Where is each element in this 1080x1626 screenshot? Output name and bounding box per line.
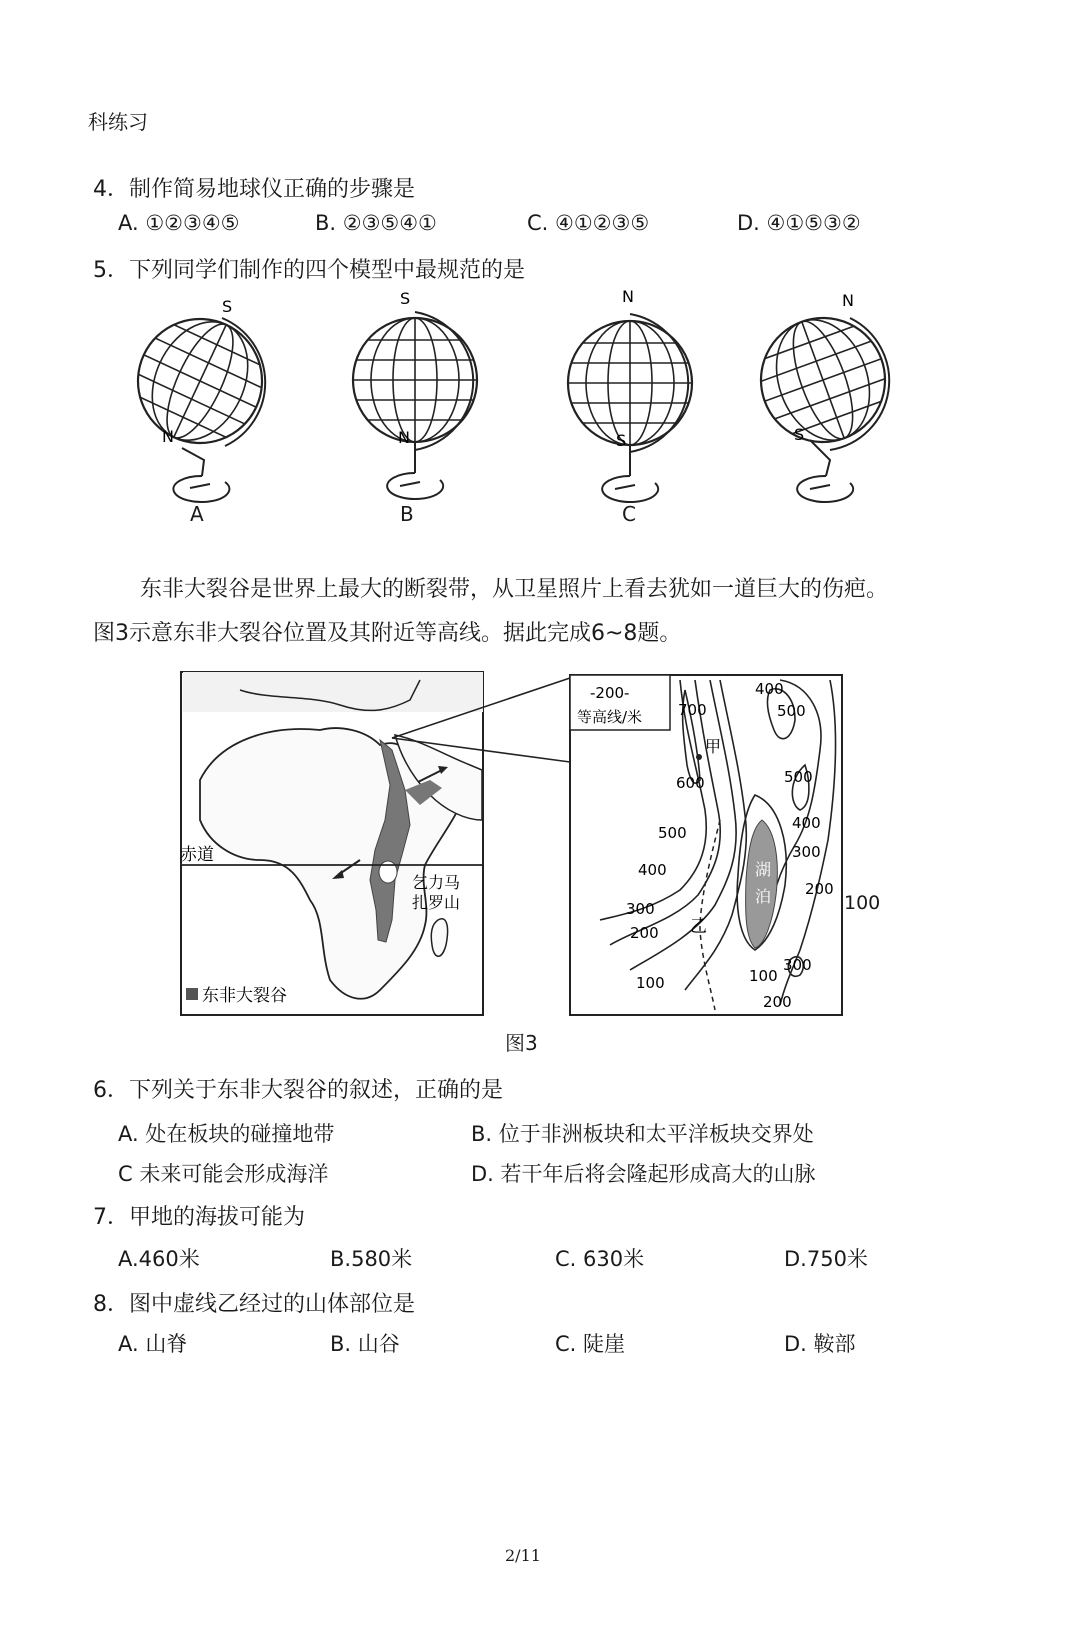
question-8-stem: 8．图中虚线乙经过的山体部位是	[93, 1292, 415, 1317]
globe-models-figure	[130, 288, 900, 538]
svg-text:200: 200	[805, 880, 834, 898]
q7-option-c: C. 630米	[555, 1247, 645, 1271]
q8-option-d: D. 鞍部	[784, 1332, 856, 1356]
svg-text:400: 400	[792, 814, 821, 832]
q7-option-b: B.580米	[330, 1247, 413, 1271]
svg-text:300: 300	[783, 956, 812, 974]
kilimanjaro-label-2: 扎罗山	[412, 893, 461, 912]
svg-text:100: 100	[749, 967, 778, 985]
contour-legend-label: 等高线/米	[577, 708, 643, 726]
svg-text:100: 100	[636, 974, 665, 992]
q4-option-d: D. ④①⑤③②	[737, 211, 861, 235]
globe-c	[560, 288, 700, 502]
q8-option-c: C. 陡崖	[555, 1332, 626, 1356]
question-6-stem: 6．下列关于东非大裂谷的叙述，正确的是	[93, 1078, 503, 1103]
equator-label: 赤道	[180, 845, 214, 865]
q6-option-d: D. 若干年后将会隆起形成高大的山脉	[471, 1162, 816, 1186]
contour-outside-value: 100	[844, 892, 881, 914]
q4-option-a: A. ①②③④⑤	[118, 211, 240, 235]
page-number: 2/11	[505, 1546, 541, 1565]
globe-a	[130, 288, 293, 502]
q8-option-b: B. 山谷	[330, 1332, 400, 1356]
svg-text:200: 200	[630, 924, 659, 942]
question-5-stem: 5．下列同学们制作的四个模型中最规范的是	[93, 258, 525, 283]
passage-line-2: 图3示意东非大裂谷位置及其附近等高线。据此完成6~8题。	[93, 621, 682, 646]
svg-text:200: 200	[763, 993, 792, 1011]
page-header: 科练习	[88, 110, 148, 134]
globe-c-bottom-pole: S	[616, 431, 627, 450]
figure-caption: 图3	[505, 1031, 538, 1055]
globe-b-top-pole: S	[400, 289, 411, 308]
rift-legend-label: 东非大裂谷	[202, 986, 287, 1006]
q4-option-c: C. ④①②③⑤	[527, 211, 650, 235]
globe-d-bottom-pole: S	[794, 425, 805, 444]
q8-option-a: A. 山脊	[118, 1332, 188, 1356]
svg-text:400: 400	[755, 680, 784, 698]
svg-text:500: 500	[777, 702, 806, 720]
q7-option-d: D.750米	[784, 1247, 868, 1271]
question-4-stem: 4．制作简易地球仪正确的步骤是	[93, 177, 415, 202]
contour-legend-value: -200-	[590, 684, 630, 702]
svg-text:600: 600	[676, 774, 705, 792]
q6-option-b: B. 位于非洲板块和太平洋板块交界处	[471, 1122, 814, 1146]
svg-text:700: 700	[678, 701, 707, 719]
svg-text:300: 300	[626, 900, 655, 918]
point-yi-label: 乙	[690, 917, 707, 937]
svg-text:500: 500	[784, 768, 813, 786]
q4-option-b: B. ②③⑤④①	[315, 211, 437, 235]
globe-label-a: A	[190, 502, 204, 526]
globe-a-top-pole: S	[222, 297, 233, 316]
question-7-stem: 7．甲地的海拔可能为	[93, 1205, 305, 1230]
lake-label-2: 泊	[755, 887, 772, 906]
globe-label-b: B	[400, 502, 414, 526]
passage-line-1: 东非大裂谷是世界上最大的断裂带，从卫星照片上看去犹如一道巨大的伤疤。	[140, 577, 889, 602]
globe-d	[733, 290, 900, 502]
q6-option-c: C 未来可能会形成海洋	[118, 1162, 329, 1186]
globe-c-top-pole: N	[622, 288, 634, 306]
svg-text:400: 400	[638, 861, 667, 879]
globe-b-bottom-pole: N	[398, 428, 410, 447]
svg-text:500: 500	[658, 824, 687, 842]
globe-label-c: C	[622, 502, 636, 526]
globe-a-bottom-pole: N	[162, 427, 174, 446]
kilimanjaro-label-1: 乞力马	[412, 873, 461, 892]
figure-3-rift-valley-map	[180, 670, 845, 1020]
svg-text:300: 300	[792, 843, 821, 861]
q7-option-a: A.460米	[118, 1247, 200, 1271]
globe-b	[345, 289, 485, 499]
point-jia-label: 甲	[705, 737, 722, 756]
lake-label-1: 湖	[755, 860, 772, 879]
q6-option-a: A. 处在板块的碰撞地带	[118, 1122, 335, 1146]
globe-d-top-pole: N	[842, 291, 854, 310]
